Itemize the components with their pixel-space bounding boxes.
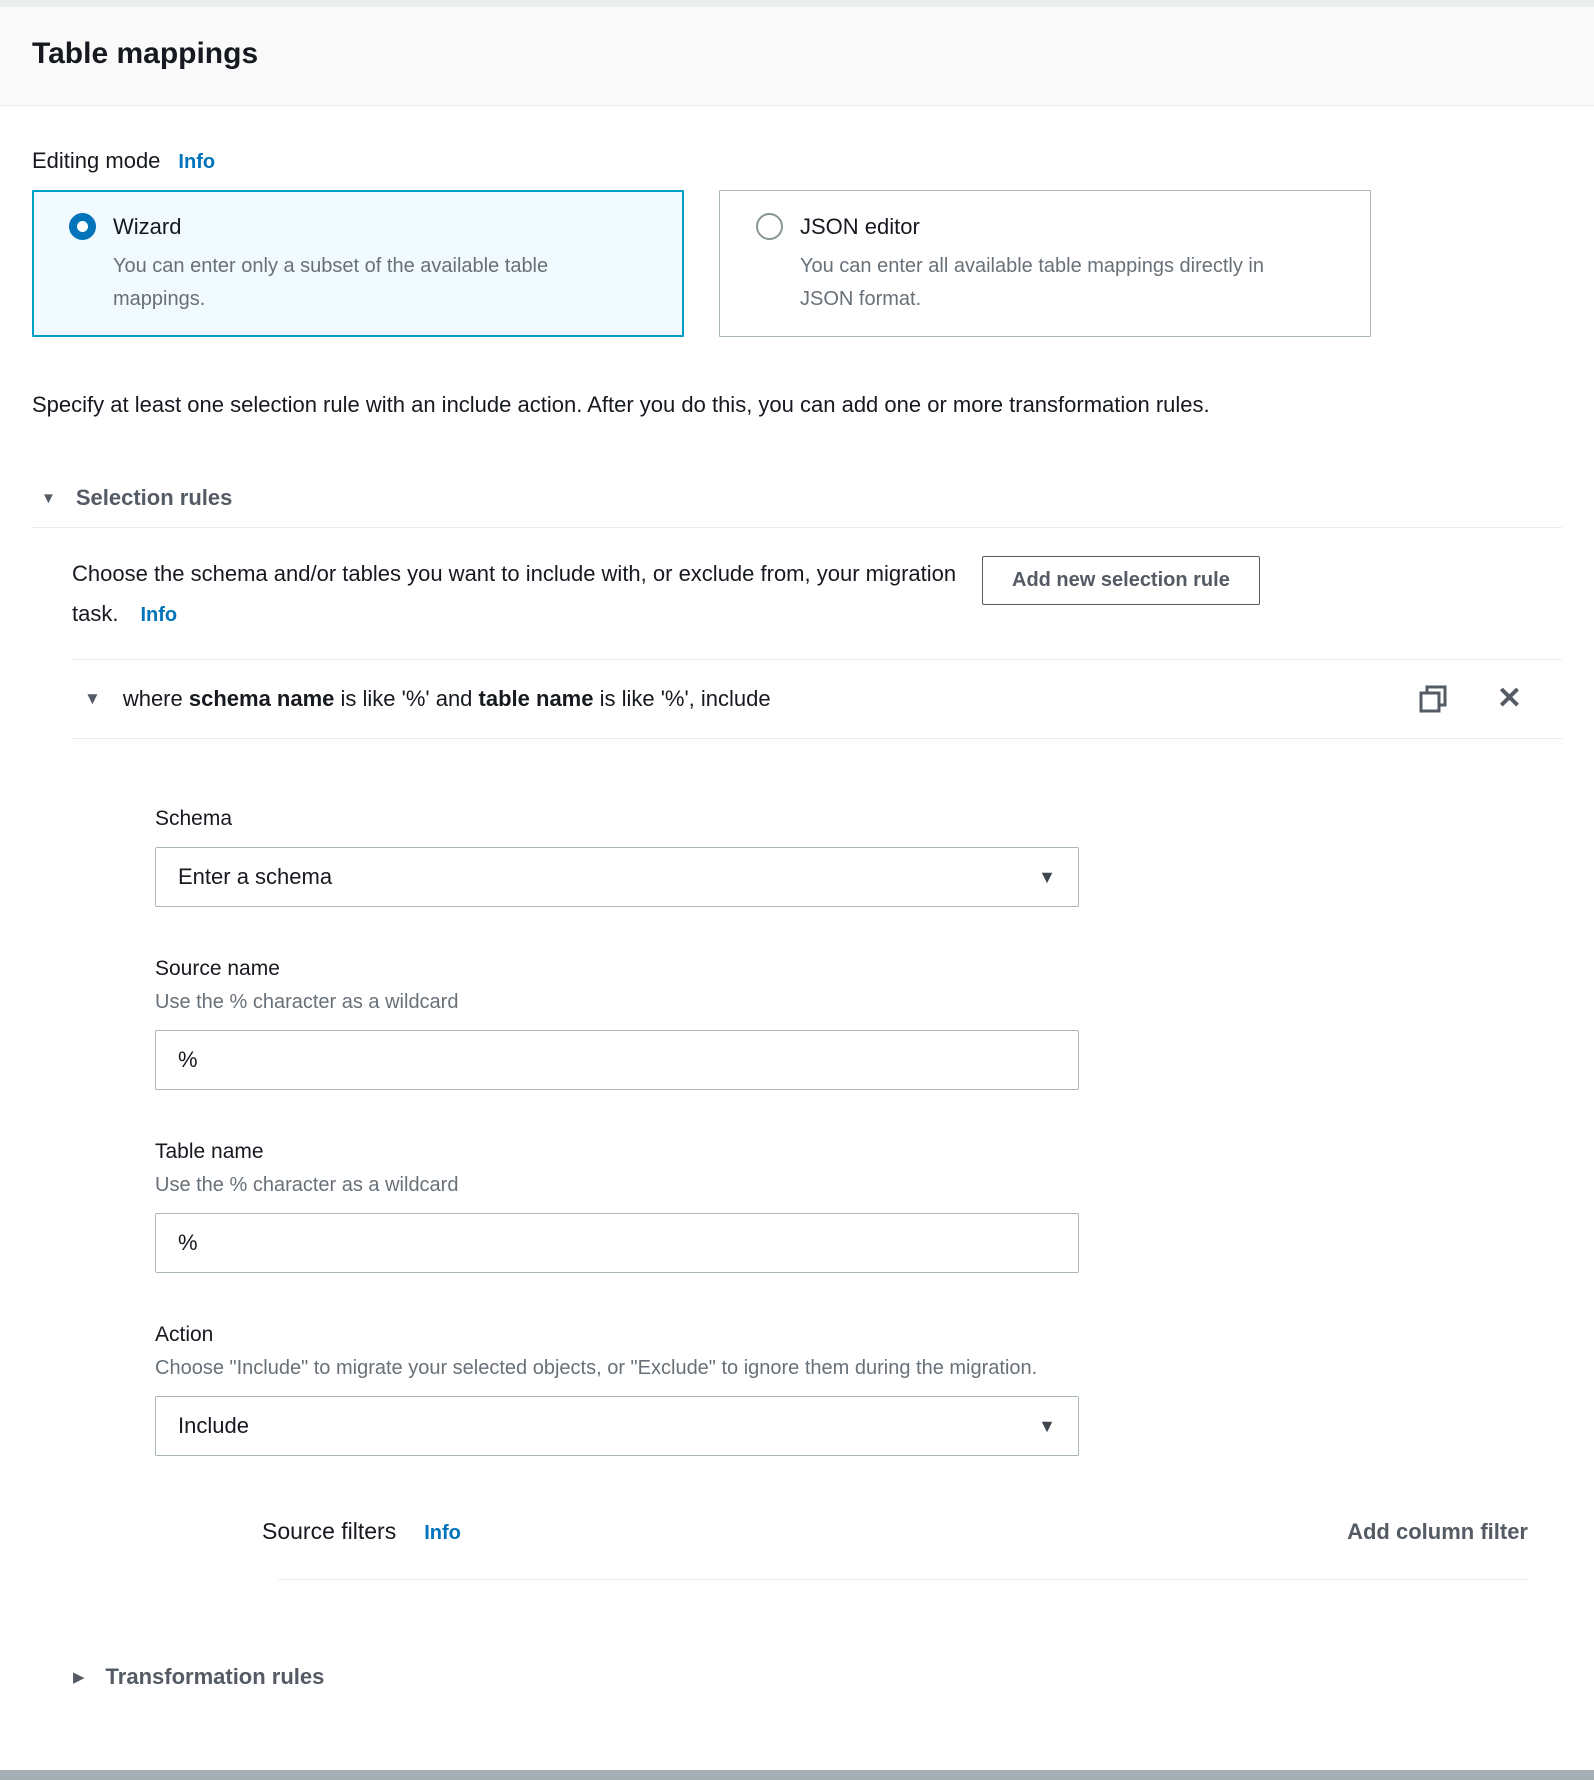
source-filters-info-link[interactable]: Info <box>424 1522 461 1544</box>
rule-summary-p3: is like '%', include <box>593 686 771 711</box>
wizard-option-title: Wizard <box>113 213 182 239</box>
transformation-rules-header[interactable] <box>73 1664 1562 1690</box>
editing-mode-options <box>32 190 1562 337</box>
wizard-option-card[interactable] <box>32 190 684 337</box>
bottom-scrollbar[interactable] <box>0 1770 1594 1780</box>
editing-mode-row <box>32 148 1562 174</box>
intro-text: Specify at least one selection rule with an include action. After you do this, you can add one or more transformation rules. <box>32 392 1210 417</box>
schema-select[interactable] <box>155 847 1079 907</box>
editing-mode-label: Editing mode <box>32 148 161 173</box>
selection-rules-title: Selection rules <box>75 485 233 510</box>
selection-rules-description-row <box>72 554 1562 635</box>
radio-selected-icon[interactable] <box>69 213 96 240</box>
source-filters-block <box>262 1518 1528 1580</box>
source-name-hint: Use the % character as a wildcard <box>155 991 459 1013</box>
wizard-option-description: You can enter only a subset of the available table mappings. <box>113 255 549 310</box>
source-filters-left <box>262 1518 461 1545</box>
top-strip <box>0 0 1594 7</box>
action-label: Action <box>155 1323 214 1346</box>
action-hint: Choose "Include" to migrate your selected objects, or "Exclude" to ignore them during the migration. <box>155 1357 1038 1379</box>
panel-header <box>0 7 1594 106</box>
json-editor-option-title: JSON editor <box>800 213 920 239</box>
close-icon: ✕ <box>1496 682 1522 715</box>
wizard-option-top <box>69 213 659 240</box>
rule-summary-schema-name: schema name <box>188 686 335 711</box>
selection-rules-description <box>72 554 980 635</box>
source-filters-title: Source filters <box>262 1518 397 1544</box>
schema-select-value: Enter a schema <box>178 864 333 889</box>
action-field <box>155 1323 1079 1456</box>
page-title: Table mappings <box>32 37 259 70</box>
remove-rule-button[interactable] <box>1497 684 1522 714</box>
schema-field <box>155 807 1079 907</box>
rule-summary-p1: where <box>122 686 189 711</box>
json-editor-option-description: You can enter all available table mappings directly in JSON format. <box>800 255 1264 310</box>
json-editor-option-top <box>756 213 1346 240</box>
divider <box>32 527 1562 528</box>
add-column-filter-button[interactable]: Add column filter <box>1347 1519 1528 1544</box>
selection-rules-info-link[interactable]: Info <box>140 604 178 626</box>
chevron-down-icon: ▼ <box>41 489 56 507</box>
selection-rules-description-text: Choose the schema and/or tables you want to include with, or exclude from, your migration task. <box>72 561 957 626</box>
add-new-selection-rule-button[interactable]: Add new selection rule <box>982 556 1260 605</box>
transformation-rules-title: Transformation rules <box>105 1664 325 1689</box>
chevron-down-icon: ▼ <box>1038 1415 1056 1436</box>
rule-summary-table-name: table name <box>478 686 594 711</box>
action-select[interactable] <box>155 1396 1079 1456</box>
source-name-input[interactable] <box>155 1030 1079 1090</box>
radio-unselected-icon[interactable] <box>756 213 783 240</box>
source-filters-row <box>262 1518 1528 1545</box>
chevron-right-icon: ▶ <box>73 1669 85 1686</box>
duplicate-rule-button[interactable] <box>1419 685 1447 713</box>
selection-rule-form <box>155 807 1079 1456</box>
chevron-down-icon: ▼ <box>84 689 101 708</box>
source-name-label: Source name <box>155 957 280 980</box>
editing-mode-info-link[interactable]: Info <box>178 151 216 173</box>
rule-action-icons <box>1419 684 1522 714</box>
rule-summary-left[interactable] <box>84 686 771 712</box>
copy-icon <box>1419 685 1447 713</box>
json-editor-option-card[interactable] <box>719 190 1371 337</box>
table-name-field <box>155 1140 1079 1273</box>
rule-summary-p2: is like '%' and <box>334 686 479 711</box>
rule-summary-text <box>123 686 771 712</box>
selection-rules-header[interactable] <box>32 485 1562 511</box>
table-name-input[interactable] <box>155 1213 1079 1273</box>
table-name-hint: Use the % character as a wildcard <box>155 1174 459 1196</box>
divider <box>278 1579 1528 1580</box>
action-select-value: Include <box>178 1413 249 1438</box>
source-name-field <box>155 957 1079 1090</box>
panel-content <box>0 148 1594 1690</box>
schema-label: Schema <box>155 807 233 830</box>
table-name-label: Table name <box>155 1140 264 1163</box>
chevron-down-icon: ▼ <box>1038 866 1056 887</box>
selection-rule-summary-row <box>72 660 1562 739</box>
